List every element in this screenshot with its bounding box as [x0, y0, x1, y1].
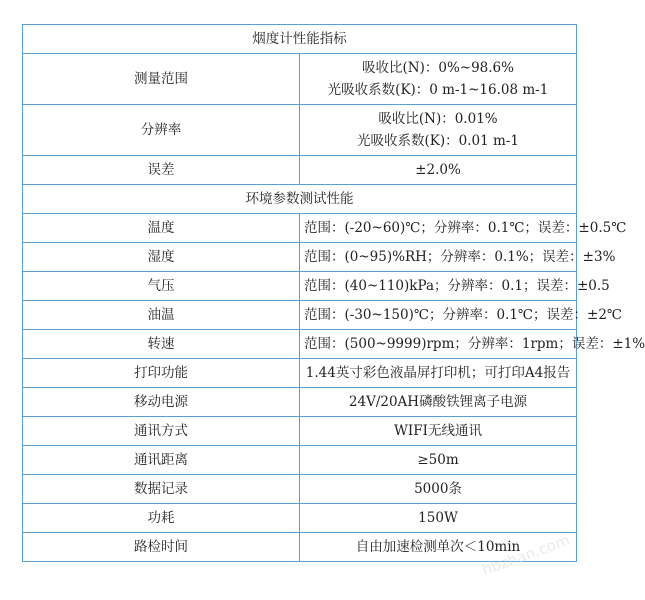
row-value: 范围：(-20~60)℃；分辨率：0.1℃；误差：±0.5℃	[300, 214, 577, 243]
row-label: 湿度	[23, 243, 300, 272]
row-label: 油温	[23, 301, 300, 330]
table-row	[23, 156, 577, 185]
row-label: 分辨率	[23, 105, 300, 156]
watermark: hbzhan.com	[479, 530, 573, 580]
row-label: 转速	[23, 330, 300, 359]
value-line: 光吸收系数(K)：0.01 m-1	[357, 133, 519, 149]
row-value: 自由加速检测单次＜10min	[300, 533, 577, 562]
row-label: 温度	[23, 214, 300, 243]
table-row	[23, 417, 577, 446]
row-value: 150W	[300, 504, 577, 533]
row-label: 误差	[23, 156, 300, 185]
table-row	[23, 243, 577, 272]
row-label: 功耗	[23, 504, 300, 533]
row-label: 数据记录	[23, 475, 300, 504]
section-title: 环境参数测试性能	[23, 185, 577, 214]
table-row	[23, 214, 577, 243]
table-row	[23, 359, 577, 388]
table-row	[23, 446, 577, 475]
row-label: 气压	[23, 272, 300, 301]
section-header-row	[23, 185, 577, 214]
value-line: 吸收比(N)：0.01%	[378, 111, 498, 127]
row-label: 移动电源	[23, 388, 300, 417]
table-row	[23, 105, 577, 156]
row-value: WIFI无线通讯	[300, 417, 577, 446]
table-row	[23, 504, 577, 533]
table-row	[23, 54, 577, 105]
row-value: 范围：(40~110)kPa；分辨率：0.1；误差：±0.5	[300, 272, 577, 301]
spec-table	[22, 24, 645, 562]
table-row	[23, 388, 577, 417]
table-row	[23, 475, 577, 504]
value-line: 光吸收系数(K)：0 m-1~16.08 m-1	[327, 82, 549, 98]
table-row	[23, 272, 577, 301]
table-row	[23, 533, 577, 562]
table-row	[23, 330, 577, 359]
row-label: 打印功能	[23, 359, 300, 388]
row-value	[300, 54, 577, 105]
row-label: 通讯距离	[23, 446, 300, 475]
row-value: 范围：(-30~150)℃；分辨率：0.1℃；误差：±2℃	[300, 301, 577, 330]
row-value: 24V/20AH磷酸铁锂离子电源	[300, 388, 577, 417]
row-label: 通讯方式	[23, 417, 300, 446]
row-value: 范围：(0~95)%RH；分辨率：0.1%；误差：±3%	[300, 243, 577, 272]
table-title: 烟度计性能指标	[23, 25, 577, 54]
row-label: 路检时间	[23, 533, 300, 562]
row-value: 1.44英寸彩色液晶屏打印机；可打印A4报告	[300, 359, 577, 388]
row-value: ±2.0%	[300, 156, 577, 185]
table-row	[23, 301, 577, 330]
value-line: 吸收比(N)：0%~98.6%	[362, 60, 514, 76]
row-value	[300, 105, 577, 156]
row-value: 5000条	[300, 475, 577, 504]
row-value: 范围：(500~9999)rpm；分辨率：1rpm；误差：±1%	[300, 330, 577, 359]
row-label: 测量范围	[23, 54, 300, 105]
table-header-row	[23, 25, 577, 54]
row-value: ≥50m	[300, 446, 577, 475]
